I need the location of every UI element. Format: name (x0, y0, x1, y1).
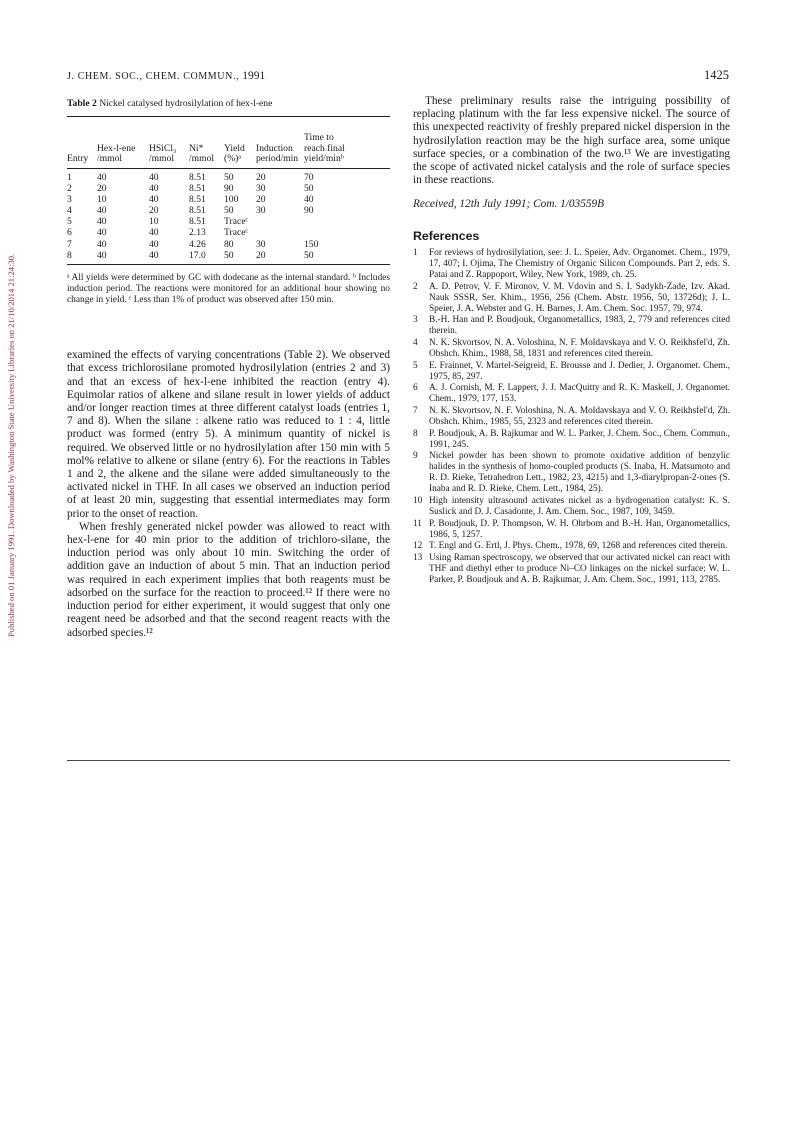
table-cell: 40 (149, 171, 159, 183)
table-cell: 30 (256, 183, 266, 195)
reference-number: 1 (413, 247, 418, 258)
reference-text: N. K. Skvortsov, N. F. Voloshina, N. A. Moldavskaya and V. O. Reikhsfel'd, Zh. Obshch. Khim., 1985, 55, 2323 and references cited therein. (429, 405, 730, 427)
reference-item (413, 383, 730, 405)
body-paragraph-2: When freshly generated nickel powder was allowed to react with hex-l-ene for 40 min prior to the addition of trichloro-silane, the induction period was only about 10 min. Switching the order of addition gave an induction of about 5 min. That an induction period was required in each experiment implies that both reagents must be adsorbed on the surface for the reaction to proceed.¹² If there were no induction period for either experiment, it would suggest that only one reagent need be adsorbed and that the second reagent reacts with the adsorbed species.¹² (67, 520, 390, 639)
table-header-cell (149, 117, 189, 144)
table-cell: 50 (304, 250, 390, 265)
reference-number: 3 (413, 315, 418, 326)
table-cell: 3 (67, 194, 72, 206)
reference-text: A. J. Cornish, M. F. Lappert, J. J. MacQuitty and R. K. Maskell, J. Organomet. Chem., 1979, 177, 153. (429, 383, 730, 405)
table-cell (256, 228, 304, 239)
reference-number: 13 (413, 553, 423, 564)
table-cell: 150 (304, 238, 319, 250)
table-cell: 30 (256, 238, 266, 250)
table-cell: 8.51 (189, 216, 206, 228)
reference-item (413, 282, 730, 315)
table-row (67, 195, 390, 206)
table-cell: 50 (224, 171, 234, 183)
table-cell: 10 (149, 216, 159, 228)
received-line: Received, 12th July 1991; Com. 1/03559B (413, 198, 605, 211)
table-cell: 20 (256, 250, 304, 265)
table-title: Nickel catalysed hydrosilylation of hex-l-ene (99, 98, 273, 109)
reference-text: T. Engl and G. Ertl, J. Phys. Chem., 1978, 69, 1268 and references cited therein. (429, 541, 728, 552)
reference-item (413, 451, 730, 495)
table-header-cell (224, 117, 256, 144)
reference-number: 6 (413, 383, 418, 394)
table-cell: 40 (97, 216, 107, 228)
table-cell: 90 (304, 205, 314, 217)
table-head (67, 117, 390, 169)
table-cell: 40 (149, 250, 189, 265)
table-row (67, 168, 390, 183)
table-cell: 8.51 (189, 183, 206, 195)
table-cell: 40 (97, 227, 107, 239)
right-column (413, 95, 730, 587)
table-header-cell: /mmol (97, 154, 149, 168)
reference-item (413, 338, 730, 360)
table-cell: 4 (67, 205, 72, 217)
table-cell: 40 (149, 227, 159, 239)
table-cell: 40 (149, 238, 159, 250)
reference-item (413, 248, 730, 281)
reference-number: 8 (413, 428, 418, 439)
journal-year: 1991 (242, 70, 266, 82)
table-header-cell: Yield (224, 142, 245, 154)
reference-text: N. K. Skvortsov, N. A. Voloshina, N. F. Moldavskaya and V. O. Reikhsfel'd, Zh. Obshch. Khim., 1988, 58, 1831 and references cited therein. (429, 337, 730, 359)
reference-item (413, 553, 730, 586)
reference-text: A. D. Petrov, V. F. Mironov, V. M. Vdovin and S. I. Sadykh-Zade, Izv. Akad. Nauk SSSR, Ser. Khim., 1956, 256 (Chem. Abstr. 1956, 50, 13726d); J. L. Speier, J. A. Webster and G. H. Barnes, J. Am. Chem. Soc. 1957, 79, 974. (429, 281, 730, 314)
table-cell: 100 (224, 194, 239, 206)
table-cell: 5 (67, 216, 72, 228)
body-paragraph-1: examined the effects of varying concentrations (Table 2). We observed that excess trichlorosilane promoted hydrosilylation (entries 2 and 3) and that an excess of hex-l-ene inhibited the reaction (entry 4). Equimolar ratios of alkene and silane result in lower yields of adduct and/or longer reaction times at three different catalyst loads (entries 1, 7 and 8). When the silane : alkene ratio was reduced to 1 : 4, little product was formed (entry 5). A minimum quantity of nickel is required. We observed little or no hydrosilylation after 150 min with 5 mol% relative to alkene or silane (entry 6). For the reactions in Tables 1 and 2, the alkene and the silane were added simultaneously to the activated nickel in THF. In all cases we observed an induction period of at least 20 min, suggesting that essential intermediates may form prior to the onset of reaction. (67, 349, 390, 520)
table-cell: 40 (149, 194, 159, 206)
table-body (67, 168, 390, 264)
table-cell: 80 (224, 238, 234, 250)
table-cell: 70 (304, 171, 314, 183)
table-cell: 40 (97, 238, 107, 250)
reference-number: 11 (413, 518, 422, 529)
table-header-cell: /mmol (189, 154, 224, 168)
table-cell: 6 (67, 227, 72, 239)
reference-number: 5 (413, 360, 418, 371)
table-cell: 90 (224, 183, 234, 195)
table-header-cell: period/min (256, 154, 304, 168)
table-cell: 50 (304, 183, 314, 195)
table-row (67, 250, 390, 265)
reference-item (413, 315, 730, 337)
reference-item (413, 541, 730, 552)
references-heading: References (413, 228, 480, 243)
reference-text: P. Boudjouk, D. P. Thompson, W. H. Ohrbom and B.-H. Han, Organometallics, 1986, 5, 1257. (429, 518, 730, 540)
left-body-text (67, 349, 390, 639)
table-header-cell: HSiCl₃ (149, 142, 177, 154)
table-header-cell: reach final (304, 142, 345, 154)
table-cell: 40 (97, 250, 149, 265)
table-header-cell: Entry (67, 154, 97, 168)
table-cell: 20 (149, 205, 159, 217)
download-notice: Published on 01 January 1991. Downloaded by Washington State University Libraries on 21/10/2014 21:24:30. (6, 253, 16, 637)
reference-text: For reviews of hydrosilylation, see: J. L. Speier, Adv. Organomet. Chem., 1979, 17, 407; I. Ojima, The Chemistry of Organic Silicon Compounds. Part 2, eds. S. Patai and Z. Rappoport, Wiley, New York, 1989, ch. 25. (429, 247, 730, 280)
reference-item (413, 361, 730, 383)
table-cell: 50 (224, 205, 234, 217)
table-header-cell (189, 117, 224, 144)
reference-number: 7 (413, 405, 418, 416)
table-cell: 1 (67, 171, 72, 183)
reference-number: 10 (413, 496, 423, 507)
table-cell: Traceᶜ (224, 216, 248, 228)
table-cell (304, 228, 390, 239)
reference-number: 4 (413, 337, 418, 348)
table-header-cell (67, 117, 97, 144)
table-header-cell (97, 117, 149, 144)
reference-text: E. Frainnet, V. Martel-Seigreid, E. Brousse and J. Dedier, J. Organomet. Chem., 1975, 85, 297. (429, 360, 730, 382)
page-header (67, 70, 729, 88)
table-row (67, 228, 390, 239)
hydrosilylation-table (67, 116, 390, 265)
references-list (413, 248, 730, 586)
table-cell: 2 (67, 183, 72, 195)
table-cell: 4.26 (189, 238, 206, 250)
table-cell: 40 (97, 205, 107, 217)
table-header-cell: (%)ᵃ (224, 154, 256, 168)
table-cell: 20 (256, 171, 266, 183)
table-cell: 10 (97, 194, 107, 206)
table-cell: 7 (67, 238, 72, 250)
reference-text: Nickel powder has been shown to promote oxidative addition of benzylic halides in the synthesis of homo-coupled products (S. Inaba, H. Matsumoto and R. D. Rieke, Tetrahedron Lett., 1982, 23, 4215) and 1,3-diarylpropan-2-ones (S. Inaba and R. D. Rieke, Chem. Lett., 1984, 25). (429, 451, 730, 495)
table-row (67, 184, 390, 195)
table-header-cell: yield/minᵇ (304, 154, 390, 168)
table-cell: 8.51 (189, 194, 206, 206)
reference-text: B.-H. Han and P. Boudjouk, Organometallics, 1983, 2, 779 and references cited therein. (429, 315, 730, 337)
table-cell: Traceᶜ (224, 227, 248, 239)
table-row (67, 239, 390, 250)
table-header-cell: Induction (256, 142, 293, 154)
table-label: Table 2 (67, 98, 97, 109)
reference-number: 12 (413, 541, 423, 552)
reference-item (413, 429, 730, 451)
reference-text: P. Boudjouk, A. B. Rajkumar and W. L. Parker, J. Chem. Soc., Chem. Commun., 1991, 245. (429, 428, 730, 450)
reference-item (413, 406, 730, 428)
table-footnote: ᵃ All yields were determined by GC with dodecane as the internal standard. ᵇ Includes induction period. The reactions were monitored for an additional hour showing no change in yield. ᶜ Less than 1% of product was observed after 150 min. (67, 273, 390, 306)
table-header-row (67, 117, 390, 144)
table-cell: 20 (256, 194, 266, 206)
table-header-cell (256, 117, 304, 144)
table-header-cell: /mmol (149, 154, 189, 168)
table-cell: 8.51 (189, 205, 206, 217)
table-cell: 40 (304, 194, 314, 206)
table-cell: 50 (224, 250, 256, 265)
reference-text: Using Raman spectroscopy, we observed that our activated nickel can react with THF and diethyl ether to produce Ni–CO linkages on the nickel surface: W. L. Parker, P. Boudjouk and A. B. Rajkumar, J. Am. Chem. Soc., 1991, 113, 2785. (429, 553, 730, 586)
table-header-cell: Time to (304, 117, 390, 144)
left-column (67, 95, 390, 640)
table-cell: 40 (149, 183, 159, 195)
reference-item (413, 519, 730, 541)
journal-title (67, 70, 265, 82)
table-cell: 17.0 (189, 250, 224, 265)
table-row (67, 217, 390, 228)
table-cell: 2.13 (189, 227, 206, 239)
conclusion-paragraph: These preliminary results raise the intriguing possibility of replacing platinum with the far less expensive nickel. The source of this unexpected reactivity of freshly prepared nickel dispersion in the hydrosilylation reaction may be the high surface area, some unique surface species, or a combination of the two.¹³ We are investigating the scope of activated nickel catalysis and the role of surface species in these reactions. (413, 95, 730, 187)
table-header-row (67, 154, 390, 168)
table-cell: 8.51 (189, 171, 206, 183)
reference-number: 9 (413, 451, 418, 462)
table-header-cell: Hex-l-ene (97, 142, 136, 154)
reference-item (413, 496, 730, 518)
table-cell (256, 217, 304, 228)
table-cell: 8 (67, 250, 97, 265)
reference-number: 2 (413, 281, 418, 292)
table-header-cell: Ni* (189, 142, 204, 154)
table-caption (67, 97, 390, 110)
table-cell (304, 217, 390, 228)
table-cell: 20 (97, 183, 107, 195)
table-cell: 30 (256, 205, 266, 217)
bottom-rule (67, 760, 730, 761)
page-number: 1425 (704, 68, 729, 82)
reference-text: High intensity ultrasound activates nickel as a hydrogenation catalyst: K. S. Suslick and D. J. Casadonte, J. Am. Chem. Soc., 1987, 109, 3459. (429, 496, 730, 518)
journal-name: J. CHEM. SOC., CHEM. COMMUN., (67, 71, 240, 82)
table-row (67, 206, 390, 217)
table-cell: 40 (97, 171, 107, 183)
